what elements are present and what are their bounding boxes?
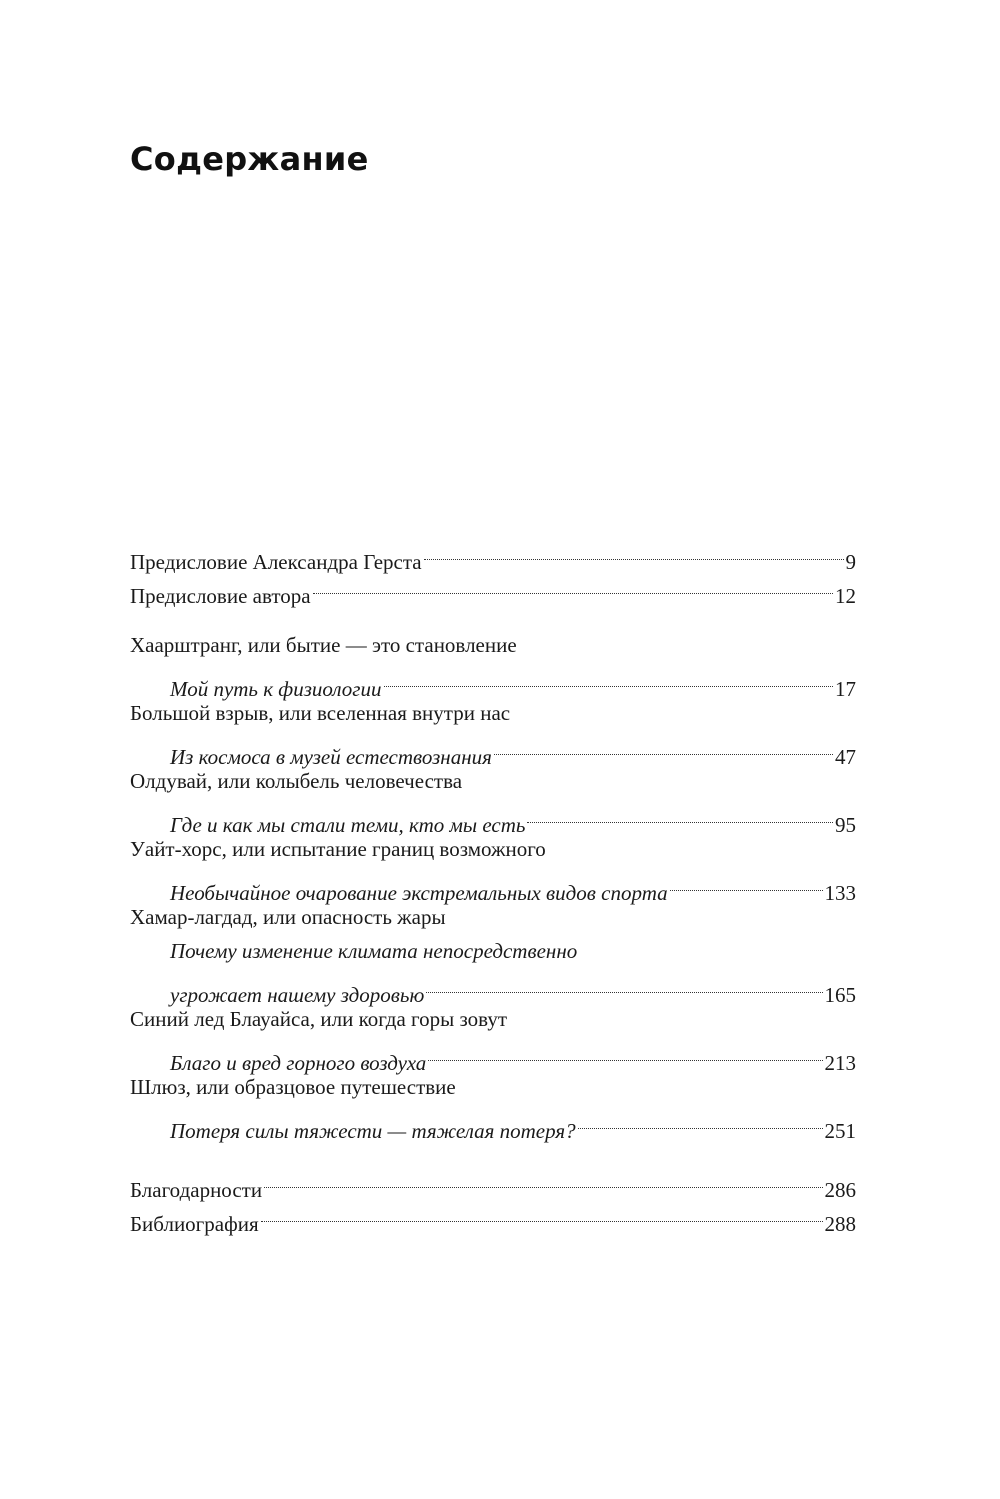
toc-entry-title: Предисловие автора (130, 584, 311, 608)
toc-entry-page: 251 (824, 1119, 856, 1143)
toc-chapter-6 (130, 1002, 856, 1075)
chapter-subtitle: угрожает нашему здоровью (170, 983, 425, 1007)
table-of-contents (130, 535, 856, 1236)
dot-leader (426, 968, 822, 1002)
chapter-subtitle-entry[interactable] (130, 730, 856, 769)
chapter-subtitle-entry[interactable] (130, 866, 856, 905)
dot-leader (670, 866, 823, 900)
toc-entry-foreword-gerst[interactable] (130, 535, 856, 574)
toc-chapter-2 (130, 696, 856, 769)
toc-entry-page: 17 (835, 677, 856, 701)
dot-leader (384, 662, 834, 696)
chapter-subtitle: Где и как мы стали теми, кто мы есть (170, 813, 526, 837)
chapter-subtitle: Потеря силы тяжести — тяжелая потеря? (170, 1119, 576, 1143)
chapter-subtitle-entry[interactable] (130, 968, 856, 1007)
toc-entry-page: 165 (824, 983, 856, 1007)
toc-entry-title: Предисловие Александра Герста (130, 550, 422, 574)
toc-entry-page: 12 (835, 584, 856, 608)
toc-entry-title: Библиография (130, 1212, 259, 1236)
chapter-subtitle-entry[interactable] (130, 662, 856, 701)
dot-leader (264, 1163, 822, 1197)
page-title: Содержание (130, 140, 369, 178)
chapter-title[interactable]: Уайт-хорс, или испытание границ возможного (130, 837, 546, 861)
chapter-subtitle-entry[interactable] (130, 1036, 856, 1075)
chapter-subtitle: Благо и вред горного воздуха (170, 1051, 427, 1075)
chapter-title[interactable]: Большой взрыв, или вселенная внутри нас (130, 701, 511, 725)
chapter-subtitle-entry[interactable] (130, 1104, 856, 1143)
toc-entry-page: 288 (824, 1212, 856, 1236)
dot-leader (261, 1197, 823, 1231)
toc-entry-page: 9 (845, 550, 856, 574)
toc-entry-page: 286 (824, 1178, 856, 1202)
toc-entry-title: Благодарности (130, 1178, 263, 1202)
chapter-title[interactable]: Хаарштранг, или бытие — это становление (130, 633, 517, 657)
toc-chapter-4 (130, 832, 856, 905)
toc-chapter-1 (130, 628, 856, 701)
dot-leader (494, 730, 833, 764)
dot-leader (313, 569, 833, 603)
toc-entry-page: 133 (824, 881, 856, 905)
chapter-title[interactable]: Синий лед Блауайса, или когда горы зовут (130, 1007, 508, 1031)
toc-entry-page: 47 (835, 745, 856, 769)
chapter-subtitle: Мой путь к физиологии (170, 677, 382, 701)
chapter-subtitle-entry[interactable] (130, 798, 856, 837)
dot-leader (428, 1036, 822, 1070)
toc-chapter-7 (130, 1070, 856, 1143)
toc-chapter-5 (130, 900, 856, 1007)
dot-leader (578, 1104, 823, 1138)
toc-entry-acknowledgements[interactable] (130, 1163, 856, 1202)
chapter-title[interactable]: Шлюз, или образцовое путешествие (130, 1075, 456, 1099)
chapter-subtitle: Необычайное очарование экстремальных видов спорта (170, 881, 668, 905)
chapter-title[interactable]: Олдувай, или колыбель человечества (130, 769, 463, 793)
chapter-title[interactable]: Хамар-лагдад, или опасность жары (130, 905, 446, 929)
toc-entry-page: 95 (835, 813, 856, 837)
chapter-subtitle-line-1: Почему изменение климата непосредственно (170, 939, 578, 963)
toc-chapter-3 (130, 764, 856, 837)
dot-leader (527, 798, 833, 832)
chapter-subtitle: Из космоса в музей естествознания (170, 745, 492, 769)
dot-leader (424, 535, 844, 569)
toc-entry-page: 213 (824, 1051, 856, 1075)
